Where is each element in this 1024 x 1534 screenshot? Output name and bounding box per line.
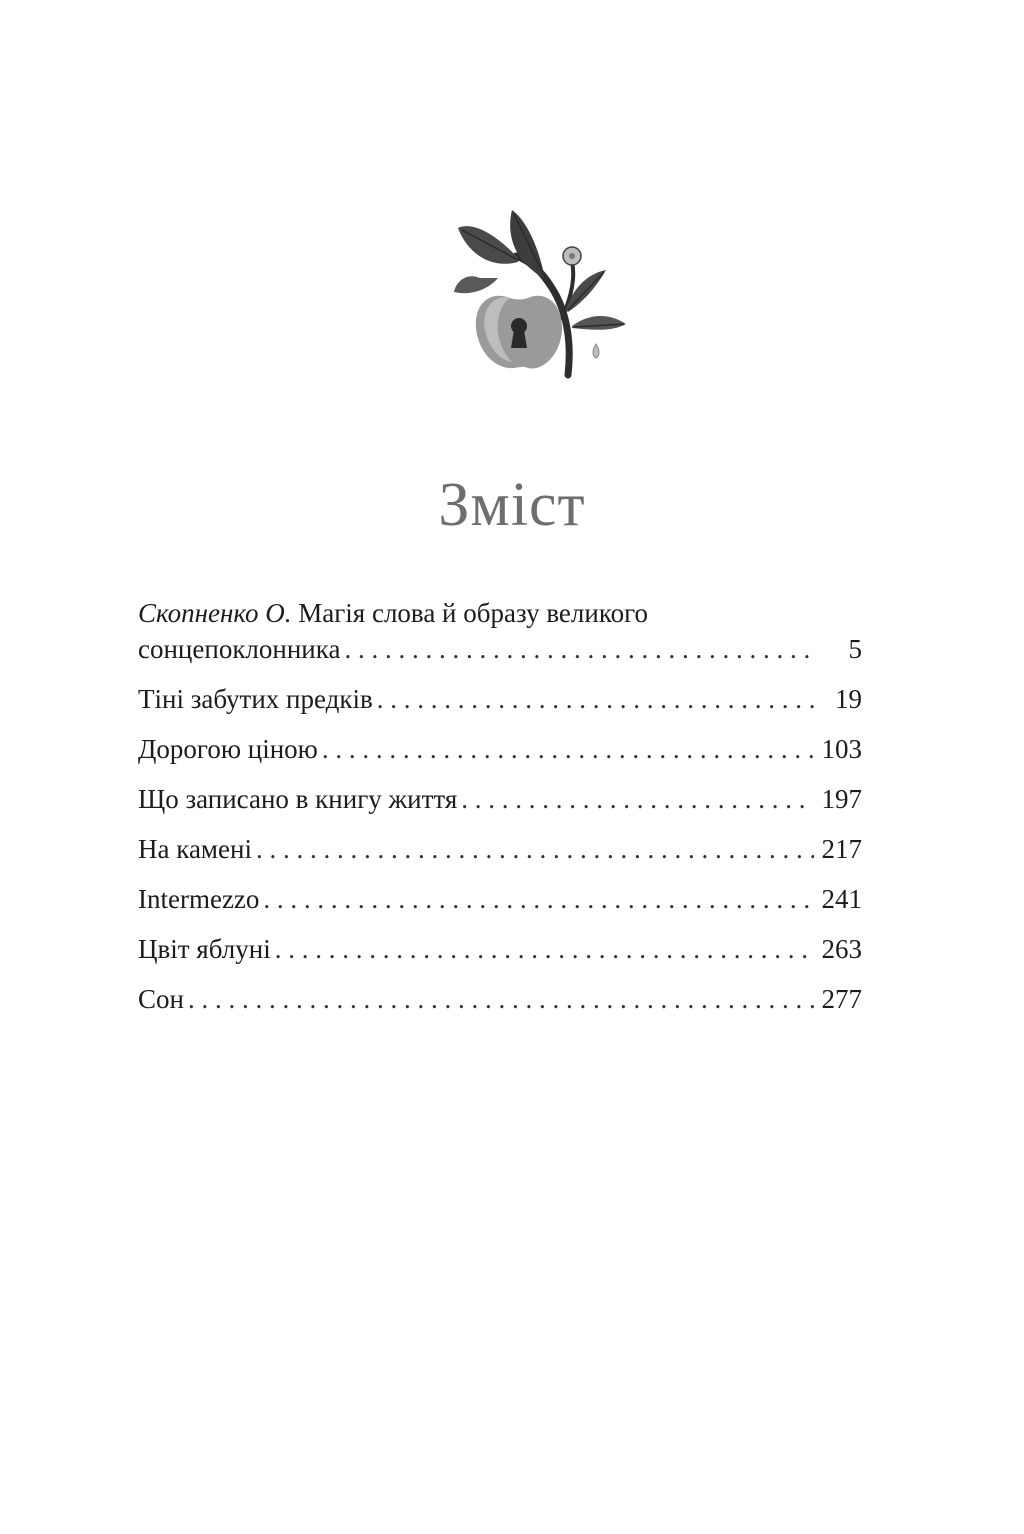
- toc-entry-title: Тіні забутих предків: [138, 684, 373, 714]
- toc-entry[interactable]: [138, 831, 862, 867]
- toc-entry-page: 277: [821, 984, 862, 1014]
- toc-entry-title: Що записано в книгу життя: [138, 784, 458, 814]
- toc-entry[interactable]: [138, 595, 862, 667]
- table-of-contents: [138, 595, 862, 1017]
- dot-leader: [263, 881, 814, 917]
- toc-entry-title: Дорогою ціною: [138, 734, 318, 764]
- toc-entry-page: 197: [821, 784, 862, 814]
- toc-entry-page: 19: [835, 684, 862, 714]
- toc-entry[interactable]: [138, 731, 862, 767]
- dot-leader: [256, 831, 814, 867]
- dot-leader: [275, 931, 814, 967]
- page-title: Зміст: [438, 471, 586, 539]
- toc-entry-page: 5: [848, 634, 862, 664]
- toc-entry[interactable]: [138, 931, 862, 967]
- toc-entry-title: Сон: [138, 984, 184, 1014]
- toc-entry-first-line: [138, 595, 862, 631]
- toc-entry-title: Цвіт яблуні: [138, 934, 271, 964]
- dot-leader: [377, 681, 814, 717]
- toc-entry-author: Скопненко О.: [138, 598, 292, 628]
- toc-entry[interactable]: [138, 981, 862, 1017]
- dot-leader: [461, 781, 814, 817]
- toc-entry-title: На камені: [138, 834, 252, 864]
- toc-entry-page: 103: [821, 734, 862, 764]
- apple-branch-keyhole-icon: [440, 200, 640, 385]
- toc-entry-title: Магія слова й образу великого: [298, 598, 648, 628]
- toc-entry[interactable]: [138, 781, 862, 817]
- toc-entry-page: 217: [821, 834, 862, 864]
- toc-entry[interactable]: [138, 881, 862, 917]
- toc-entry-page: 263: [821, 934, 862, 964]
- toc-entry-title: сонцепоклонника: [138, 634, 341, 664]
- toc-entry-page: 241: [821, 884, 862, 914]
- dot-leader: [344, 631, 814, 667]
- toc-entry-title: Intermezzo: [138, 884, 260, 914]
- dot-leader: [322, 731, 814, 767]
- toc-entry[interactable]: [138, 681, 862, 717]
- dot-leader: [188, 981, 814, 1017]
